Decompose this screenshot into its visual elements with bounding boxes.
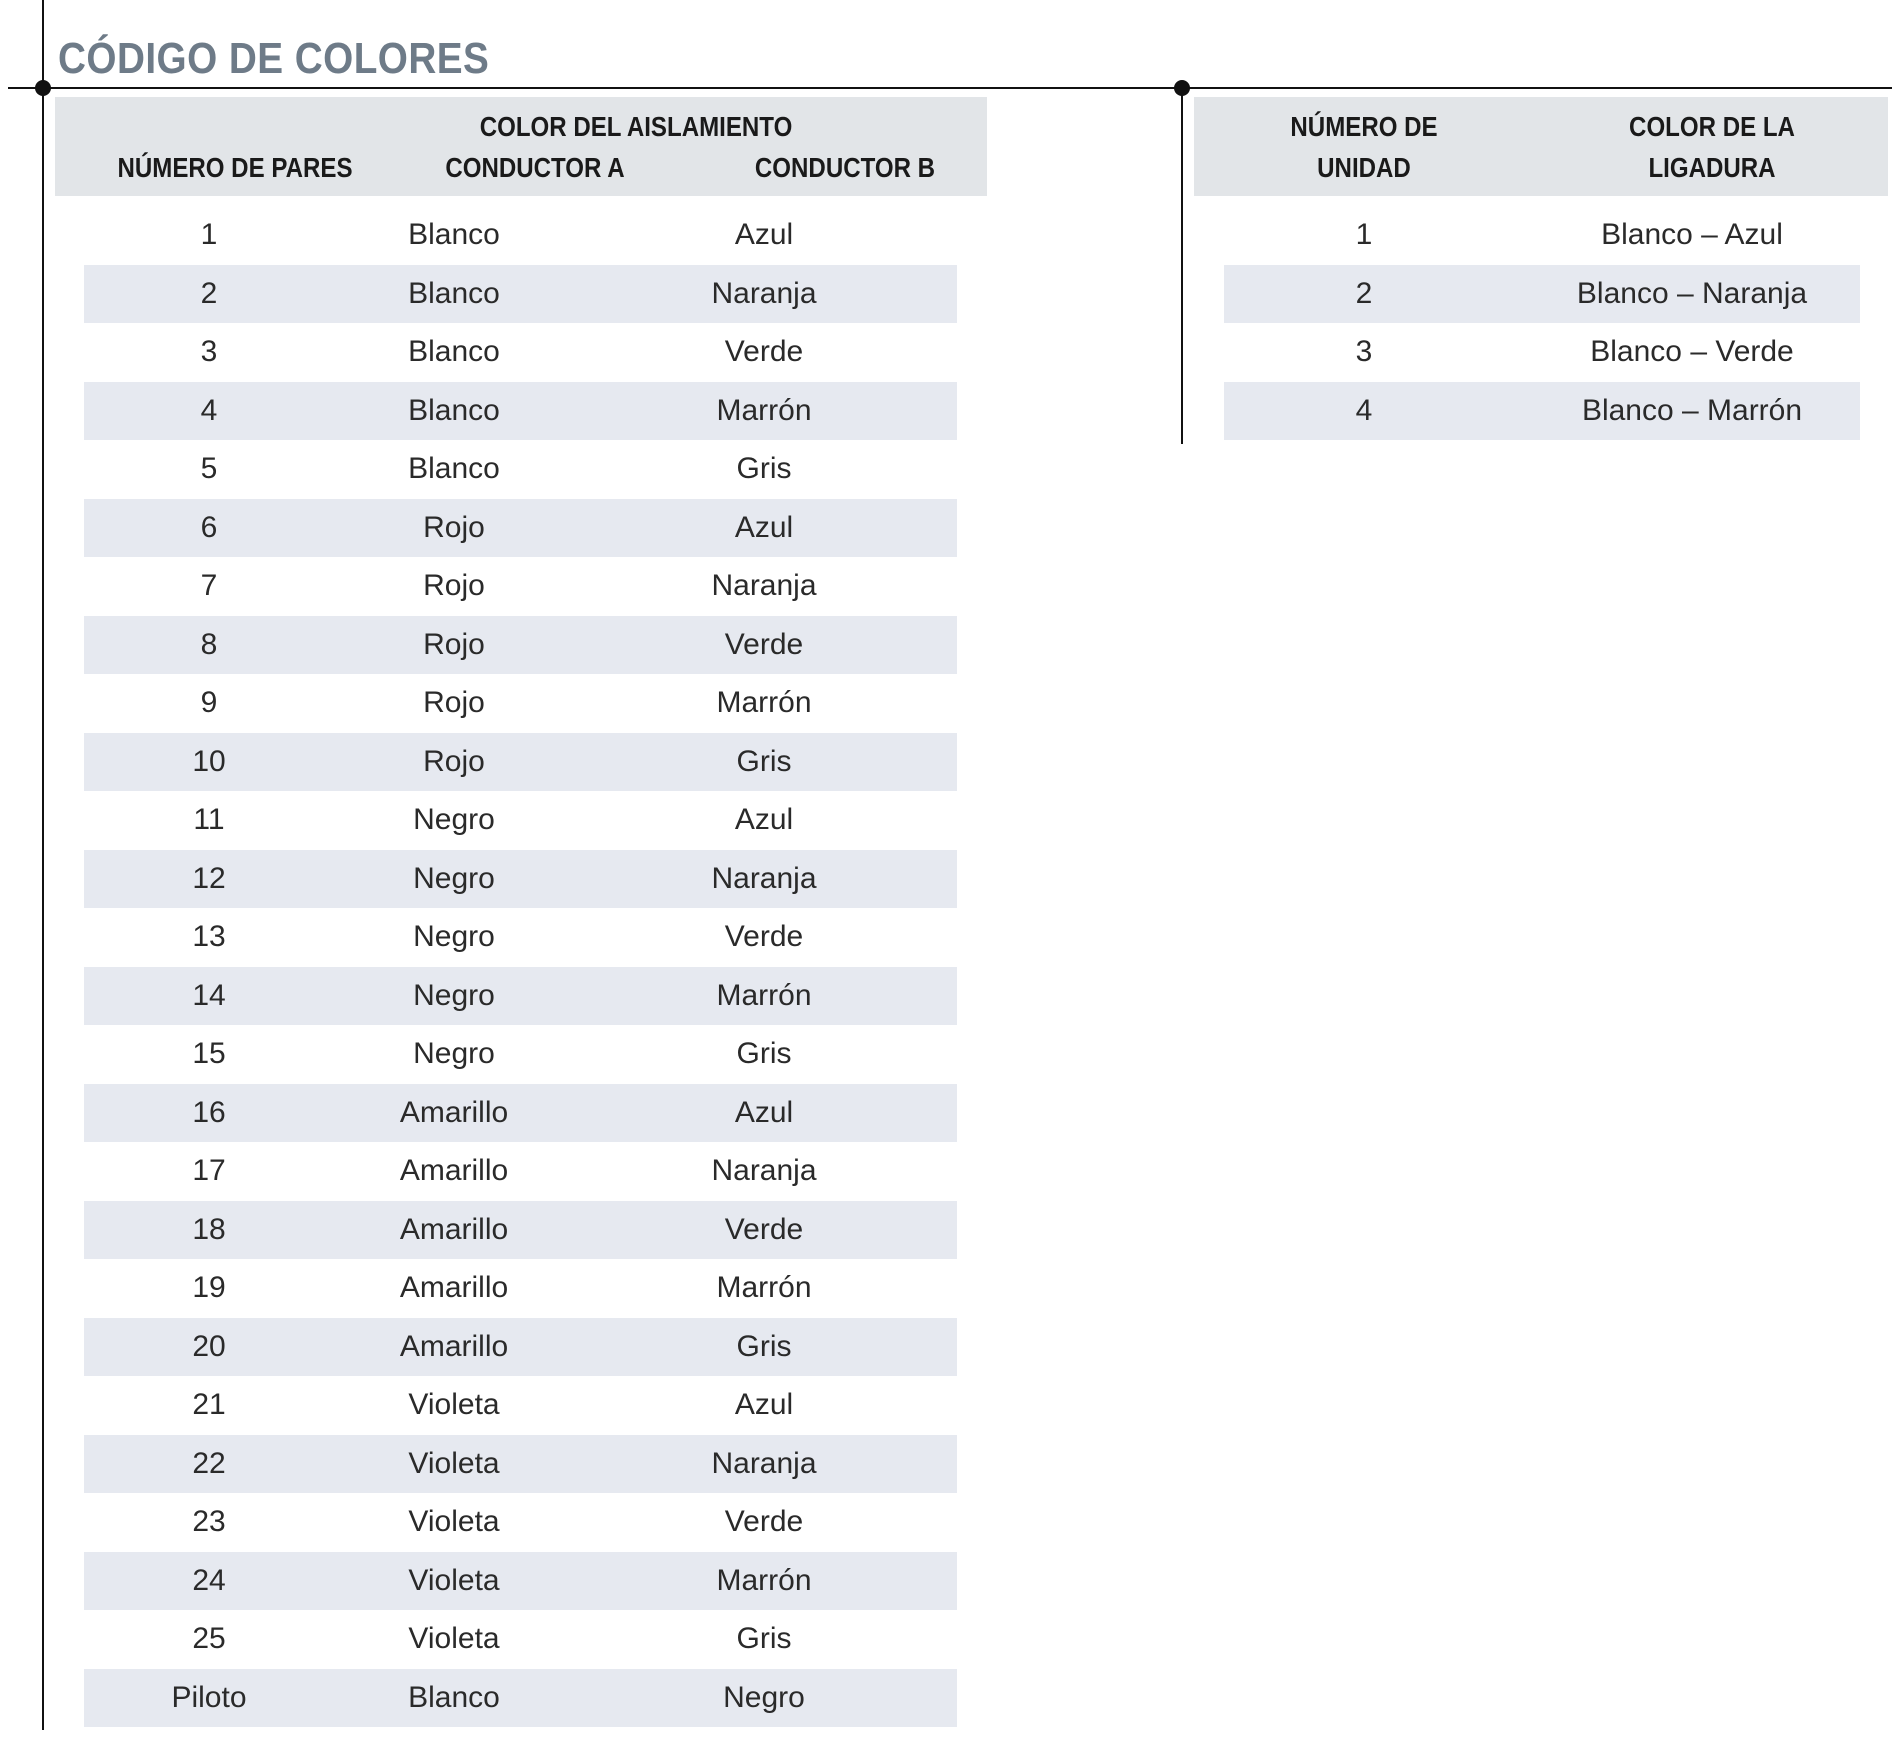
conductor-a-cell: Violeta — [408, 1563, 500, 1597]
conductor-a-cell: Negro — [413, 920, 495, 953]
conductor-b-cell: Verde — [724, 335, 804, 368]
left-vertical-rule — [42, 0, 44, 1730]
table-row — [1224, 265, 1860, 323]
conductor-b-cell: Naranja — [711, 1446, 817, 1480]
conductor-b-cell: Gris — [736, 744, 792, 778]
table-row — [84, 1025, 957, 1083]
table-row — [84, 616, 957, 674]
pair-number-cell: 9 — [200, 686, 218, 719]
conductor-a-cell: Negro — [413, 978, 495, 1012]
conductor-a-cell: Rojo — [423, 510, 485, 544]
table-row — [84, 1142, 957, 1200]
conductor-b-cell: Verde — [724, 627, 804, 661]
table-row — [84, 733, 957, 791]
table-row — [84, 908, 957, 966]
conductor-a-cell: Rojo — [423, 744, 485, 778]
binder-color-header-line1: COLOR DE LA — [1629, 111, 1795, 142]
conductor-a-cell: Rojo — [423, 569, 485, 602]
conductor-b-cell: Azul — [734, 1095, 794, 1129]
conductor-b-cell: Gris — [736, 1329, 792, 1363]
table-row — [84, 265, 957, 323]
conductor-b-cell: Naranja — [711, 569, 817, 602]
pair-number-cell: 8 — [200, 627, 218, 661]
conductor-a-cell: Amarillo — [399, 1329, 509, 1363]
conductor-b-cell: Azul — [734, 218, 794, 251]
pair-number-cell: 17 — [192, 1154, 226, 1187]
table-row — [84, 499, 957, 557]
conductor-a-cell: Blanco — [408, 1680, 500, 1714]
conductor-b-cell: Marrón — [716, 1563, 812, 1597]
pair-number-cell: 14 — [192, 978, 226, 1012]
rule-junction-dot-left — [35, 80, 51, 96]
conductor-a-cell: Rojo — [423, 686, 485, 719]
table-row — [84, 440, 957, 498]
conductor-b-cell: Gris — [736, 1622, 792, 1655]
pair-number-cell: 6 — [200, 510, 218, 544]
conductor-b-cell: Naranja — [711, 276, 817, 310]
unit-number-cell: 3 — [1355, 335, 1373, 368]
conductor-b-cell: Gris — [736, 1037, 792, 1070]
pair-number-cell: 23 — [192, 1505, 226, 1538]
conductor-a-cell: Amarillo — [399, 1212, 509, 1246]
pair-number-cell: 11 — [193, 803, 225, 836]
conductor-a-cell: Amarillo — [399, 1095, 509, 1129]
pair-number-cell: 22 — [192, 1446, 226, 1480]
conductor-b-cell: Verde — [724, 1212, 804, 1246]
pair-number-cell: 7 — [200, 569, 218, 602]
table-row — [84, 674, 957, 732]
conductor-a-cell: Blanco — [408, 276, 500, 310]
conductor-a-cell: Violeta — [408, 1446, 500, 1480]
pair-number-cell: 19 — [192, 1271, 226, 1304]
horizontal-rule — [8, 87, 1892, 89]
conductor-b-cell: Marrón — [716, 978, 812, 1012]
binder-color-cell: Blanco – Marrón — [1581, 393, 1803, 427]
conductor-a-header: CONDUCTOR A — [445, 152, 625, 183]
table-row — [84, 1493, 957, 1551]
conductor-a-cell: Blanco — [408, 218, 500, 251]
pair-number-cell: 2 — [200, 276, 218, 310]
table-row — [84, 323, 957, 381]
conductor-a-cell: Blanco — [408, 393, 500, 427]
pair-number-cell: 15 — [192, 1037, 226, 1070]
conductor-a-cell: Rojo — [423, 627, 485, 661]
table-row — [84, 1201, 957, 1259]
unit-number-cell: 1 — [1355, 218, 1373, 251]
unit-number-cell: 2 — [1355, 276, 1373, 310]
insulation-color-group-header: COLOR DEL AISLAMIENTO — [479, 111, 793, 142]
conductor-b-cell: Negro — [723, 1680, 805, 1714]
conductor-b-cell: Marrón — [716, 1271, 812, 1304]
binder-color-header-line2: LIGADURA — [1648, 152, 1776, 183]
table-row — [1224, 206, 1860, 264]
pair-number-cell: 10 — [192, 744, 226, 778]
table-row — [84, 1610, 957, 1668]
table-row — [84, 206, 957, 264]
unit-number-header-line2: UNIDAD — [1317, 152, 1411, 183]
unit-number-cell: 4 — [1355, 393, 1373, 427]
pair-number-cell: 3 — [200, 335, 218, 368]
table-row — [84, 1084, 957, 1142]
conductor-a-cell: Violeta — [408, 1622, 500, 1655]
conductor-a-cell: Blanco — [408, 452, 500, 485]
conductor-a-cell: Negro — [413, 1037, 495, 1070]
pair-number-header: NÚMERO DE PARES — [117, 152, 353, 183]
table-row — [84, 791, 957, 849]
table-row — [84, 1318, 957, 1376]
table-row — [84, 850, 957, 908]
conductor-a-cell: Negro — [413, 803, 495, 836]
conductor-b-cell: Verde — [724, 920, 804, 953]
table-row — [84, 1435, 957, 1493]
conductor-b-header: CONDUCTOR B — [754, 152, 936, 183]
binder-color-cell: Blanco – Verde — [1590, 335, 1794, 368]
conductor-b-cell: Marrón — [716, 686, 812, 719]
pair-number-cell: 20 — [192, 1329, 226, 1363]
pair-number-cell: 13 — [192, 920, 226, 953]
pair-number-cell: 12 — [192, 861, 226, 895]
table-row — [84, 557, 957, 615]
pair-number-cell: 1 — [200, 218, 218, 251]
conductor-b-cell: Azul — [734, 1388, 794, 1421]
conductor-a-cell: Violeta — [408, 1388, 500, 1421]
conductor-a-cell: Violeta — [408, 1505, 500, 1538]
table-row — [1224, 382, 1860, 440]
conductor-a-cell: Negro — [413, 861, 495, 895]
conductor-b-cell: Azul — [734, 803, 794, 836]
table-row — [84, 382, 957, 440]
rule-junction-dot-right — [1174, 80, 1190, 96]
pair-number-cell: 16 — [192, 1095, 226, 1129]
unit-number-header-line1: NÚMERO DE — [1290, 111, 1438, 142]
units-table-header — [1194, 97, 1888, 196]
table-row — [84, 967, 957, 1025]
binder-color-cell: Blanco – Naranja — [1576, 276, 1808, 310]
conductor-b-cell: Naranja — [711, 1154, 817, 1187]
table-row — [84, 1552, 957, 1610]
conductor-a-cell: Amarillo — [399, 1271, 509, 1304]
table-row — [1224, 323, 1860, 381]
pair-number-cell: 18 — [192, 1212, 226, 1246]
right-vertical-rule — [1181, 88, 1183, 444]
conductor-b-cell: Gris — [736, 452, 792, 485]
pairs-table-header — [55, 97, 987, 196]
conductor-b-cell: Marrón — [716, 393, 812, 427]
conductor-b-cell: Verde — [724, 1505, 804, 1538]
table-row — [84, 1669, 957, 1727]
page-title: CÓDIGO DE COLORES — [58, 34, 490, 83]
pair-number-cell: Piloto — [171, 1680, 247, 1714]
pair-number-cell: 21 — [192, 1388, 226, 1421]
table-row — [84, 1376, 957, 1434]
pair-number-cell: 4 — [200, 393, 218, 427]
pair-number-cell: 25 — [192, 1622, 226, 1655]
conductor-a-cell: Blanco — [408, 335, 500, 368]
binder-color-cell: Blanco – Azul — [1601, 218, 1783, 251]
pair-number-cell: 24 — [192, 1563, 226, 1597]
conductor-b-cell: Azul — [734, 510, 794, 544]
pair-number-cell: 5 — [200, 452, 218, 485]
conductor-a-cell: Amarillo — [399, 1154, 509, 1187]
conductor-b-cell: Naranja — [711, 861, 817, 895]
table-row — [84, 1259, 957, 1317]
